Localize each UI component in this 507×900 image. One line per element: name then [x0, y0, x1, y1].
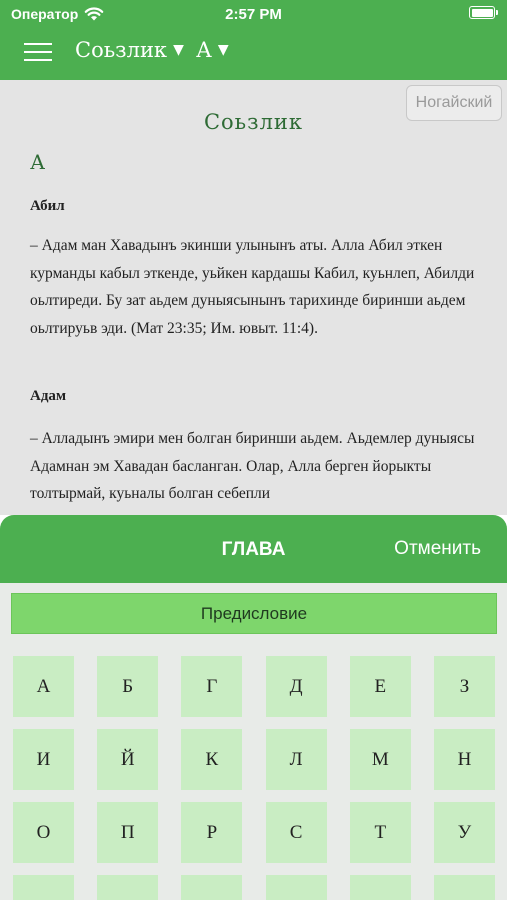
preface-button[interactable]: Предисловие — [11, 593, 497, 634]
letter-tile-partial[interactable] — [434, 875, 495, 900]
chevron-down-icon: ▼ — [173, 42, 184, 58]
page-title: Соьзлик — [203, 110, 304, 134]
letter-tile[interactable]: Д — [266, 656, 327, 717]
letter-tile[interactable]: Г — [181, 656, 242, 717]
letter-tile[interactable]: Е — [350, 656, 411, 717]
letter-tile[interactable]: П — [97, 802, 158, 863]
app-header — [0, 0, 507, 80]
battery-icon — [469, 6, 495, 19]
carrier-name: Оператор — [11, 6, 79, 22]
book-dropdown-label: Соьзлик — [75, 38, 168, 62]
letter-dropdown[interactable] — [196, 38, 229, 62]
letter-tile[interactable]: Т — [350, 802, 411, 863]
letter-tile[interactable]: А — [13, 656, 74, 717]
term-heading: Абил — [30, 198, 65, 214]
status-time: 2:57 PM — [225, 6, 282, 23]
letter-tile[interactable]: С — [266, 802, 327, 863]
dictionary-content[interactable] — [0, 80, 507, 515]
letter-tile[interactable]: И — [13, 729, 74, 790]
hamburger-menu-icon[interactable] — [24, 42, 52, 62]
letter-tile-partial[interactable] — [350, 875, 411, 900]
letter-tile[interactable]: Н — [434, 729, 495, 790]
letter-tile[interactable]: Л — [266, 729, 327, 790]
letter-tile[interactable]: Й — [97, 729, 158, 790]
chevron-down-icon: ▼ — [217, 42, 229, 58]
language-button[interactable]: Ногайский — [406, 85, 502, 121]
nav-bar — [0, 28, 507, 80]
term-definition: – Адам ман Хавадынъ экинши улынынъ аты. Алла Абил эткен курманды кабыл эткенде, уьйкен кардашы Кабил, куьнлеп, Абилди оьлтиреди. Бу зат аьдем дуныясынынъ тарихинде биринши аьдем оьлтируьв эди. (Мат 23:35; Им. ювыт. 11:4). — [30, 237, 475, 337]
term-definition: – Алладынъ эмири мен болган биринши аьдем. Аьдемлер дуныясы Адамнан эм Хавадан басланган. Олар, Алла берген йорыкты толтырмай, куьналы болган себепли — [30, 430, 475, 502]
sheet-title: ГЛАВА — [221, 539, 286, 560]
cancel-button[interactable]: Отменить — [394, 538, 481, 559]
term-heading: Адам — [30, 388, 67, 404]
letter-dropdown-label: А — [196, 38, 212, 62]
status-bar — [0, 0, 507, 28]
letter-tile[interactable]: У — [434, 802, 495, 863]
letter-tile-partial[interactable] — [266, 875, 327, 900]
letter-tile[interactable]: Р — [181, 802, 242, 863]
letter-tile[interactable]: З — [434, 656, 495, 717]
letter-tile[interactable]: К — [181, 729, 242, 790]
chapter-selection-sheet — [0, 515, 507, 900]
letter-tile-partial[interactable] — [97, 875, 158, 900]
letter-tile[interactable]: О — [13, 802, 74, 863]
letter-tile-partial[interactable] — [181, 875, 242, 900]
book-dropdown[interactable] — [75, 38, 184, 62]
letter-tile[interactable]: М — [350, 729, 411, 790]
letter-tile[interactable]: Б — [97, 656, 158, 717]
section-letter: А — [30, 150, 46, 174]
letter-tile-partial[interactable] — [13, 875, 74, 900]
sheet-header — [0, 515, 507, 583]
